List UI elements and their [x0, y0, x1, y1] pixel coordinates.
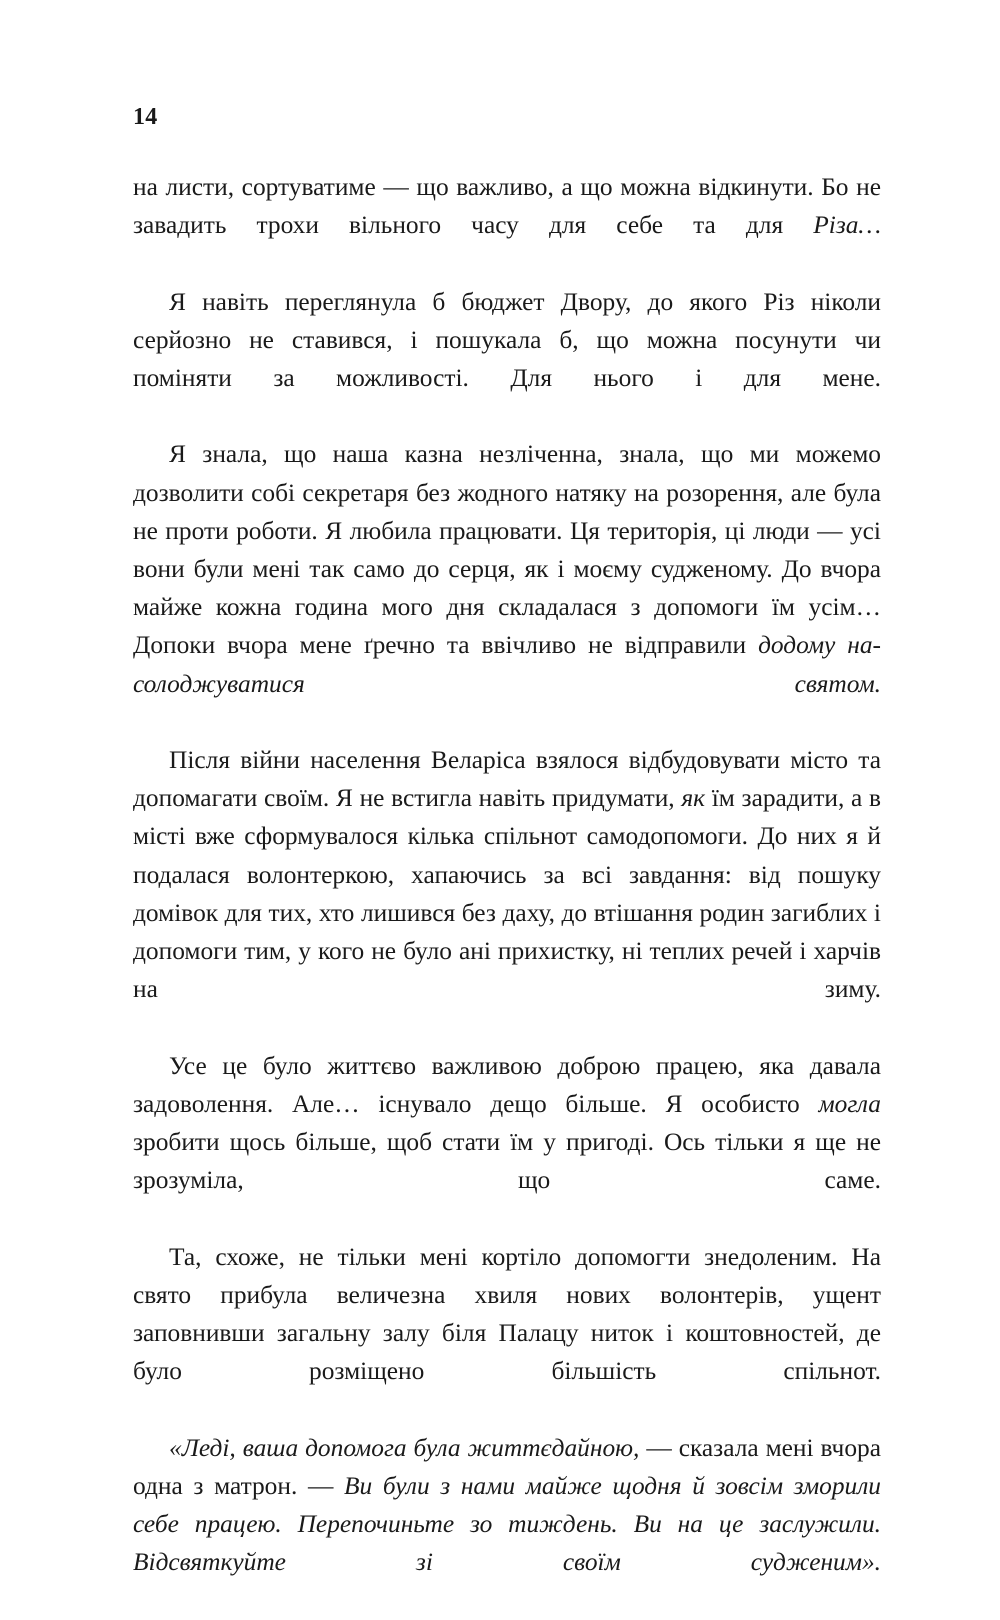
paragraph — [133, 283, 881, 436]
text-run-italic: Різа… — [813, 211, 881, 240]
page-number: 14 — [133, 104, 158, 130]
paragraph — [133, 1238, 881, 1429]
text-run: зробити щось більше, щоб стати їм у пригоді. Ось тільки я ще не зрозуміла, що саме. — [133, 1128, 881, 1195]
text-run: Та, схоже, не тільки мені кортіло допомогти знедоленим. На свято прибула величезна хвиля нових волонтерів, ущент заповнивши загальну залу біля Палацу ниток і коштовностей, де було розміщено більшість спільнот. — [133, 1242, 881, 1386]
text-run: Я знала, що наша казна незліченна, знала, що ми можемо дозволити собі секретаря без жодного натяку на розорення, але була не проти роботи. Я любила працювати. Ця територія, ці люди — усі вони були мені так само до серця, як і моєму судженому. До вчора майже кожна година мого дня складалася з допомоги їм усім… Допоки вчора мене ґречно та ввічливо не відправили — [133, 440, 881, 660]
paragraph — [133, 168, 881, 283]
text-run: Я навіть переглянула б бюджет Двору, до якого Різ ніколи серйозно не ставився, і пошукала б, що можна посунути чи поміняти за можливості. Для нього і для мене. — [133, 287, 881, 393]
text-run: їм зарадити, а в місті вже сформувалося кілька спільнот самодопомоги. До них я й подалася волонтеркою, хапаючись за всі завдання: від пошуку домівок для тих, хто лишився без даху, до втішання родин загиблих і допомоги тим, у кого не було ані прихистку, ні теплих речей і харчів на зиму. — [133, 784, 882, 1004]
text-run: на листи, сортуватиме — що важливо, а що можна відкинути. Бо не завадить трохи вільного часу для себе та для — [133, 173, 881, 240]
text-run-italic: могла — [818, 1089, 881, 1118]
text-run-italic: Ви були з нами майже щодня й зовсім зморили себе працею. Перепочиньте зо тиждень. Ви на це заслужили. Відсвяткуйте зі своїм судженим». — [133, 1471, 882, 1577]
paragraph-quote — [133, 1429, 881, 1620]
paragraph — [133, 1047, 881, 1238]
text-run: Усе це було життєво важливою доброю працею, яка давала задоволення. Але… існувало дещо більше. Я особисто — [133, 1051, 881, 1118]
text-run-italic: додому насолоджуватися святом. — [133, 631, 882, 698]
paragraph — [133, 435, 881, 741]
text-run: — сказала мені вчора одна з матрон. — — [133, 1433, 881, 1500]
paragraph — [133, 741, 881, 1047]
text-run: Після війни населення Веларіса взялося відбудовувати місто та допомагати своїм. Я не встигла навіть придумати, — [133, 746, 881, 813]
body-text-column — [133, 168, 881, 1620]
text-run-italic: як — [681, 784, 706, 813]
text-run-italic: «Леді, ваша допомога була життєдайною, — [169, 1433, 647, 1462]
